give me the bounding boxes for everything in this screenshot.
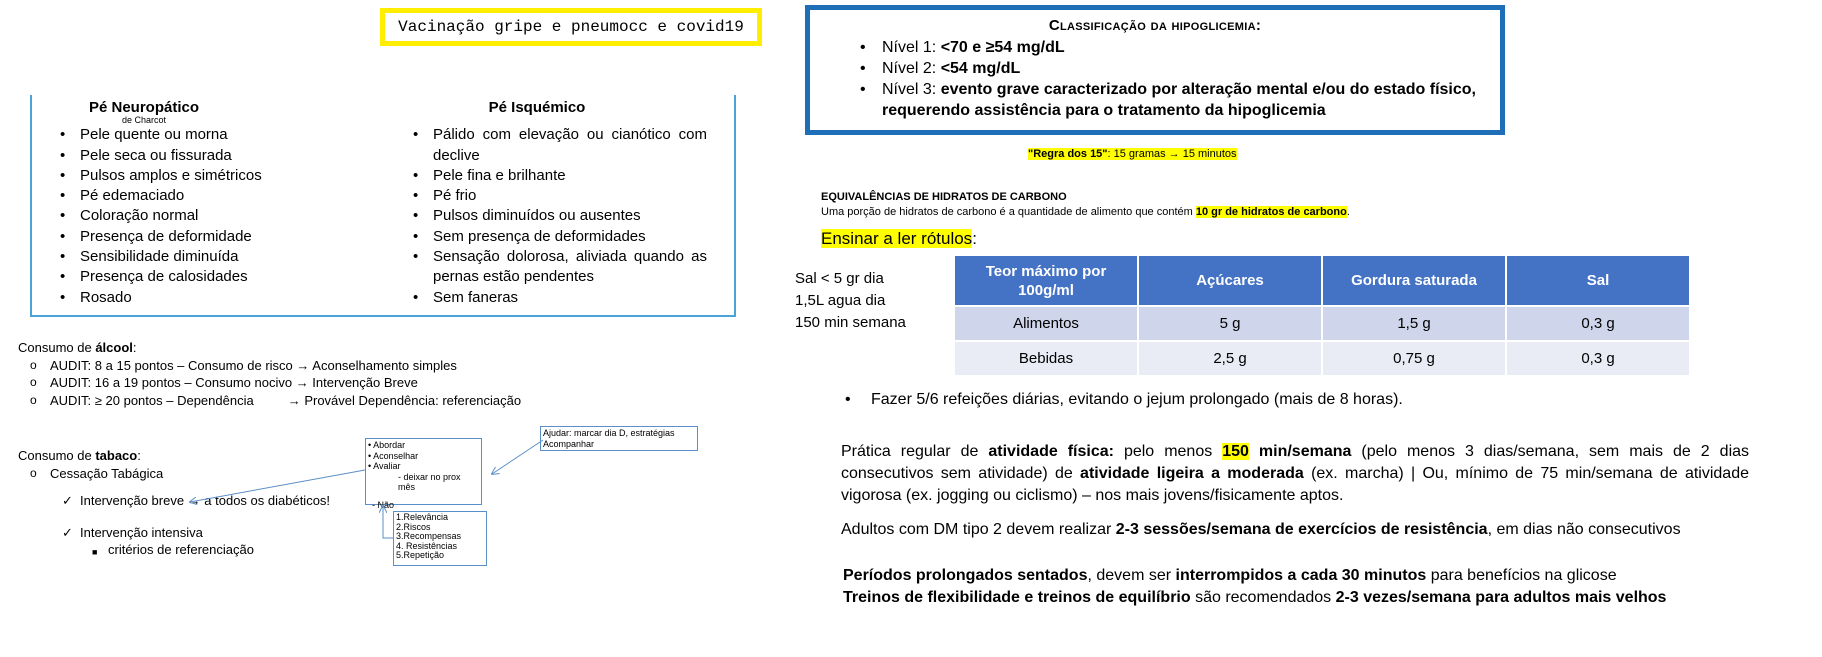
bullet: • xyxy=(845,391,851,408)
meals-item: • Fazer 5/6 refeições diárias, evitando o jejum prolongado (mais de 8 horas). xyxy=(845,391,1403,408)
arrow-to-no xyxy=(383,506,393,538)
activity-paragraph-2: Adultos com DM tipo 2 devem realizar 2-3 sessões/semana de exercícios de resistência, em dias não consecutivos xyxy=(841,521,1681,538)
tobacco-cessation: o Cessação Tabágica xyxy=(18,465,368,483)
table-row xyxy=(955,305,1691,340)
table-header: Açúcares xyxy=(1139,256,1323,305)
ischemic-item: • Sem presença de deformidades xyxy=(407,227,707,247)
nutrition-limits-table xyxy=(955,256,1691,375)
alcohol-item: o AUDIT: 16 a 19 pontos – Consumo nocivo → Intervenção Breve xyxy=(18,374,521,392)
ischemic-item: • Sensação dolorosa, aliviada quando as pernas estão pendentes xyxy=(407,247,707,288)
five-a-box: • Abordar • Aconselhar • Avaliar - deixar no prox mês - Não xyxy=(365,438,482,505)
hypoglycemia-title: Classificação da hipoglicemia: xyxy=(1048,17,1262,34)
note-exercise: 150 min semana xyxy=(795,314,906,331)
neuropathic-item: • Rosado xyxy=(54,288,384,308)
table-cell: 5 g xyxy=(1139,305,1323,340)
ischemic-title: Pé Isquémico xyxy=(488,99,586,116)
table-row xyxy=(955,340,1691,375)
check-icon: ✓ xyxy=(62,493,73,508)
neuropathic-item: • Sensibilidade diminuída xyxy=(54,247,384,267)
ischemic-item: • Pulsos diminuídos ou ausentes xyxy=(407,206,707,226)
referral-criteria: ■ critérios de referenciação xyxy=(18,541,368,559)
table-cell: Bebidas xyxy=(955,340,1139,375)
alcohol-heading: Consumo de álcool: xyxy=(18,340,137,355)
table-cell: 0,75 g xyxy=(1323,340,1507,375)
ischemic-item: • Pé frio xyxy=(407,186,707,206)
hypo-level-2: • Nível 2: <54 mg/dL xyxy=(810,58,1500,79)
arrow-to-cessation xyxy=(190,470,365,502)
hypo-level-1: • Nível 1: <70 e ≥54 mg/dL xyxy=(810,37,1500,58)
note-salt: Sal < 5 gr dia xyxy=(795,270,884,287)
neuropathic-item: • Presença de deformidade xyxy=(54,227,384,247)
arrow-to-five-a xyxy=(492,440,543,474)
neuropathic-item: • Pulsos amplos e simétricos xyxy=(54,166,384,186)
ischemic-item: • Pálido com elevação ou cianótico com declive xyxy=(407,125,707,166)
carb-equivalences xyxy=(821,190,1350,220)
table-cell: 2,5 g xyxy=(1139,340,1323,375)
alcohol-item: o AUDIT: 8 a 15 pontos – Consumo de risco → Aconselhamento simples xyxy=(18,357,521,375)
activity-paragraph-1: Prática regular de atividade física: pelo menos 150 min/semana (pelo menos 3 dias/semana, sem mais de 2 dias consecutivos sem atividade) de atividade ligeira a moderada (ex. marcha) | Ou, mínimo de 75 min/semana de atividade vigorosa (ex. jogging ou ciclismo) – nos mais jovens/fisicamente aptos. xyxy=(841,443,1750,504)
carb-text: Uma porção de hidratos de carbono é a quantidade de alimento que contém 10 gr de hidratos de carbono. xyxy=(821,206,1350,218)
neuropathic-item: • Pele seca ou fissurada xyxy=(54,146,384,166)
table-header: Teor máximo por 100g/ml xyxy=(955,256,1139,305)
ischemic-item: • Sem faneras xyxy=(407,288,707,308)
intensive-intervention: ✓ Intervenção intensiva xyxy=(62,524,203,540)
table-header: Gordura saturada xyxy=(1323,256,1507,305)
carb-title: EQUIVALÊNCIAS DE HIDRATOS DE CARBONO xyxy=(821,191,1067,203)
table-cell: 0,3 g xyxy=(1507,305,1691,340)
neuropathic-subtitle: de Charcot xyxy=(121,115,167,126)
rule-of-15: "Regra dos 15": 15 gramas → 15 minutos xyxy=(1028,148,1237,160)
labels-heading: Ensinar a ler rótulos: xyxy=(821,229,977,248)
help-box: Ajudar: marcar dia D, estratégias Acompanhar xyxy=(540,426,698,451)
hypo-level-3: • Nível 3: evento grave caracterizado por alteração mental e/ou do estado físico, requerendo assistência para o tratamento da hipoglicemia xyxy=(810,79,1500,121)
neuropathic-item: • Pé edemaciado xyxy=(54,186,384,206)
tobacco-heading: Consumo de tabaco: xyxy=(18,448,141,463)
ischemic-item: • Pele fina e brilhante xyxy=(407,166,707,186)
neuropathic-title: Pé Neuropático xyxy=(88,99,200,116)
neuropathic-item: • Coloração normal xyxy=(54,206,384,226)
table-cell: Alimentos xyxy=(955,305,1139,340)
five-r-box: 1.Relevância 2.Riscos 3.Recompensas 4. Resistências 5.Repetição xyxy=(393,511,487,566)
neuropathic-item: • Pele quente ou morna xyxy=(54,125,384,145)
hypoglycemia-box xyxy=(805,5,1505,135)
alcohol-item: o AUDIT: ≥ 20 pontos – Dependência → Provável Dependência: referenciação xyxy=(18,392,521,410)
note-water: 1,5L agua dia xyxy=(795,292,886,309)
table-cell: 0,3 g xyxy=(1507,340,1691,375)
check-icon: ✓ xyxy=(62,524,73,540)
brief-intervention: ✓ Intervenção breve → a todos os diabéticos! xyxy=(62,493,331,508)
activity-paragraph-4: Treinos de flexibilidade e treinos de equilíbrio são recomendados 2-3 vezes/semana para adultos mais velhos xyxy=(843,589,1667,606)
square-bullet-icon: ■ xyxy=(92,547,98,557)
neuropathic-item: • Presença de calosidades xyxy=(54,267,384,287)
table-header: Sal xyxy=(1507,256,1691,305)
activity-paragraph-3: Períodos prolongados sentados, devem ser interrompidos a cada 30 minutos para benefícios na glicose xyxy=(843,567,1617,584)
table-cell: 1,5 g xyxy=(1323,305,1507,340)
table-header-row xyxy=(955,256,1691,305)
vaccination-text: Vacinação gripe e pneumocc e covid19 xyxy=(398,18,744,36)
side-notes xyxy=(795,268,906,334)
